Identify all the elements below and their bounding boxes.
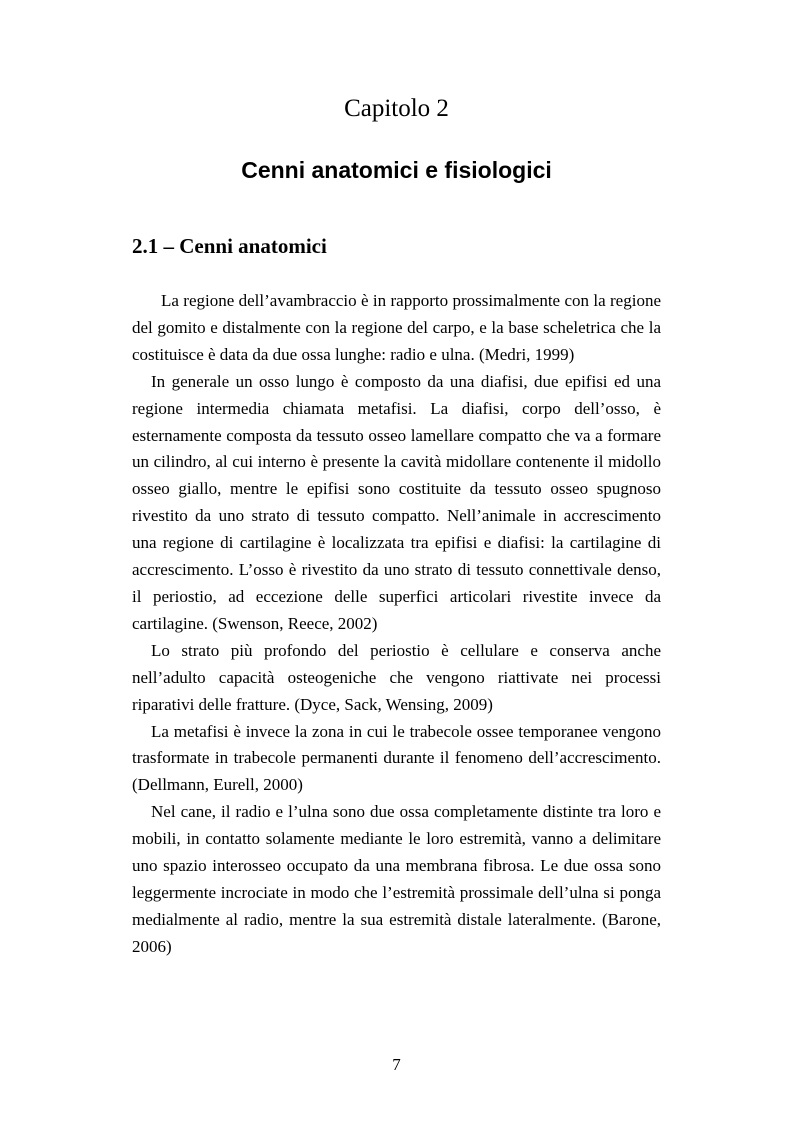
paragraph-4: La metafisi è invece la zona in cui le trabecole ossee temporanee vengono trasformate in trabecole permanenti durante il fenomeno dell’accrescimento. (Dellmann, Eurell, 2000) bbox=[132, 721, 661, 795]
paragraph-5: Nel cane, il radio e l’ulna sono due ossa completamente distinte tra loro e mobili, in contatto solamente mediante le loro estremità, vanno a delimitare uno spazio interosseo occupato da una membrana fibrosa. Le due ossa sono leggermente incrociate in modo che l’estremità prossimale dell’ulna si ponga medialmente al radio, mentre la sua estremità distale lateralmente. (Barone, 2006) bbox=[132, 802, 661, 956]
paragraph-3: Lo strato più profondo del periostio è cellulare e conserva anche nell’adulto capacità osteogeniche che vengono riattivate nei processi riparativi delle fratture. (Dyce, Sack, Wensing, 2009) bbox=[132, 640, 661, 714]
page-number: 7 bbox=[392, 1055, 401, 1074]
paragraph-1: La regione dell’avambraccio è in rapporto prossimalmente con la regione del gomito e distalmente con la regione del carpo, e la base scheletrica che la costituisce è data da due ossa lunghe: radio e ulna. (Medri, 1999) bbox=[132, 291, 661, 364]
chapter-title: Cenni anatomici e fisiologici bbox=[241, 157, 552, 183]
chapter-label: Capitolo 2 bbox=[344, 95, 449, 122]
paragraph-2: In generale un osso lungo è composto da una diafisi, due epifisi ed una regione intermedia chiamata metafisi. La diafisi, corpo dell’osso, è esternamente composta da tessuto osseo lamellare compatto che va a formare un cilindro, al cui interno è presente la cavità midollare contenente il midollo osseo giallo, mentre le epifisi sono costituite da tessuto osseo spugnoso rivestito da uno strato di tessuto compatto. Nell’animale in accrescimento una regione di cartilagine è localizzata tra epifisi e diafisi: la cartilagine di accrescimento. L’osso è rivestito da uno strato di tessuto connettivale denso, il periostio, ad eccezione delle superfici articolari rivestite invece da cartilagine. (Swenson, Reece, 2002) bbox=[132, 371, 661, 633]
section-title: 2.1 – Cenni anatomici bbox=[132, 234, 327, 258]
body-text bbox=[132, 288, 661, 961]
